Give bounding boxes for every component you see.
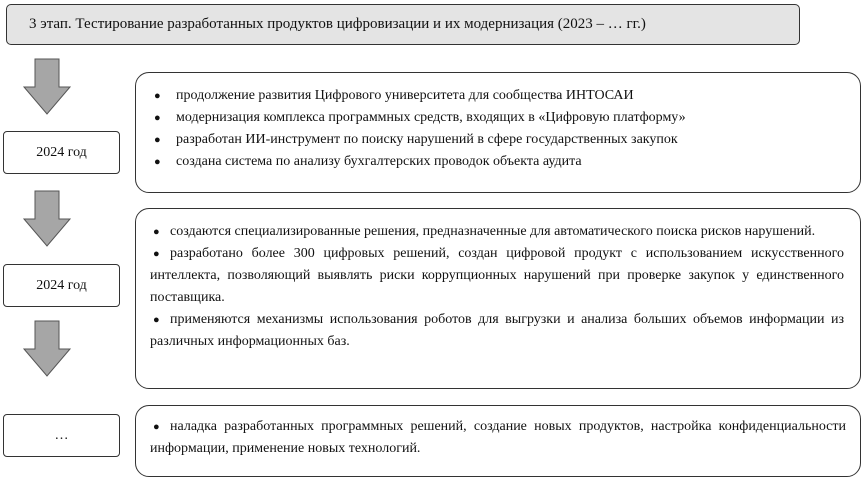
bullet-icon: ● [153, 248, 160, 260]
bullet-text: модернизация комплекса программных средств, входящих в «Цифровую платформу» [176, 110, 686, 125]
bullet-text: создана система по анализу бухгалтерских проводок объекта аудита [176, 154, 582, 169]
year-box-ellipsis: … [3, 414, 120, 457]
down-arrow-icon [22, 320, 72, 378]
bullet-text: продолжение развития Цифрового университета для сообщества ИНТОСАИ [176, 88, 634, 103]
bullet-item [154, 85, 850, 107]
bullet-paragraph [150, 416, 846, 460]
bullet-text: создаются специализированные решения, предназначенные для автоматического поиска рисков нарушений. [170, 224, 816, 239]
bullet-text: применяются механизмы использования роботов для выгрузки и анализа больших объемов информации из различных информационных баз. [150, 312, 844, 349]
stage-result-block-2 [135, 208, 861, 389]
bullet-icon: ● [153, 421, 160, 433]
year-box-1: 2024 год [3, 131, 120, 174]
bullet-icon: ● [154, 134, 161, 146]
bullet-item [154, 107, 850, 129]
stage-result-block-3 [135, 405, 861, 477]
down-arrow-icon [22, 190, 72, 248]
stage-title: 3 этап. Тестирование разработанных продуктов цифровизации и их модернизация (2023 – … гг.) [6, 4, 800, 45]
bullet-item [154, 151, 850, 173]
bullet-item [154, 129, 850, 151]
bullet-icon: ● [154, 156, 161, 168]
bullet-paragraph [150, 243, 844, 309]
bullet-icon: ● [153, 314, 160, 326]
stage-result-block-1 [135, 72, 861, 193]
bullet-paragraph [150, 221, 844, 243]
bullet-text: разработано более 300 цифровых решений, создан цифровой продукт с использованием искусственного интеллекта, позволяющий выявлять риски коррупционных нарушений при проверке закупок у единственного поставщика. [150, 246, 844, 305]
bullet-text: наладка разработанных программных решений, создание новых продуктов, настройка конфиденциальности информации, применение новых технологий. [150, 419, 846, 456]
down-arrow-icon [22, 58, 72, 116]
bullet-icon: ● [154, 112, 161, 124]
year-box-2: 2024 год [3, 264, 120, 307]
bullet-icon: ● [154, 90, 161, 102]
bullet-text: разработан ИИ-инструмент по поиску нарушений в сфере государственных закупок [176, 132, 678, 147]
bullet-icon: ● [153, 226, 160, 238]
bullet-paragraph [150, 309, 844, 353]
